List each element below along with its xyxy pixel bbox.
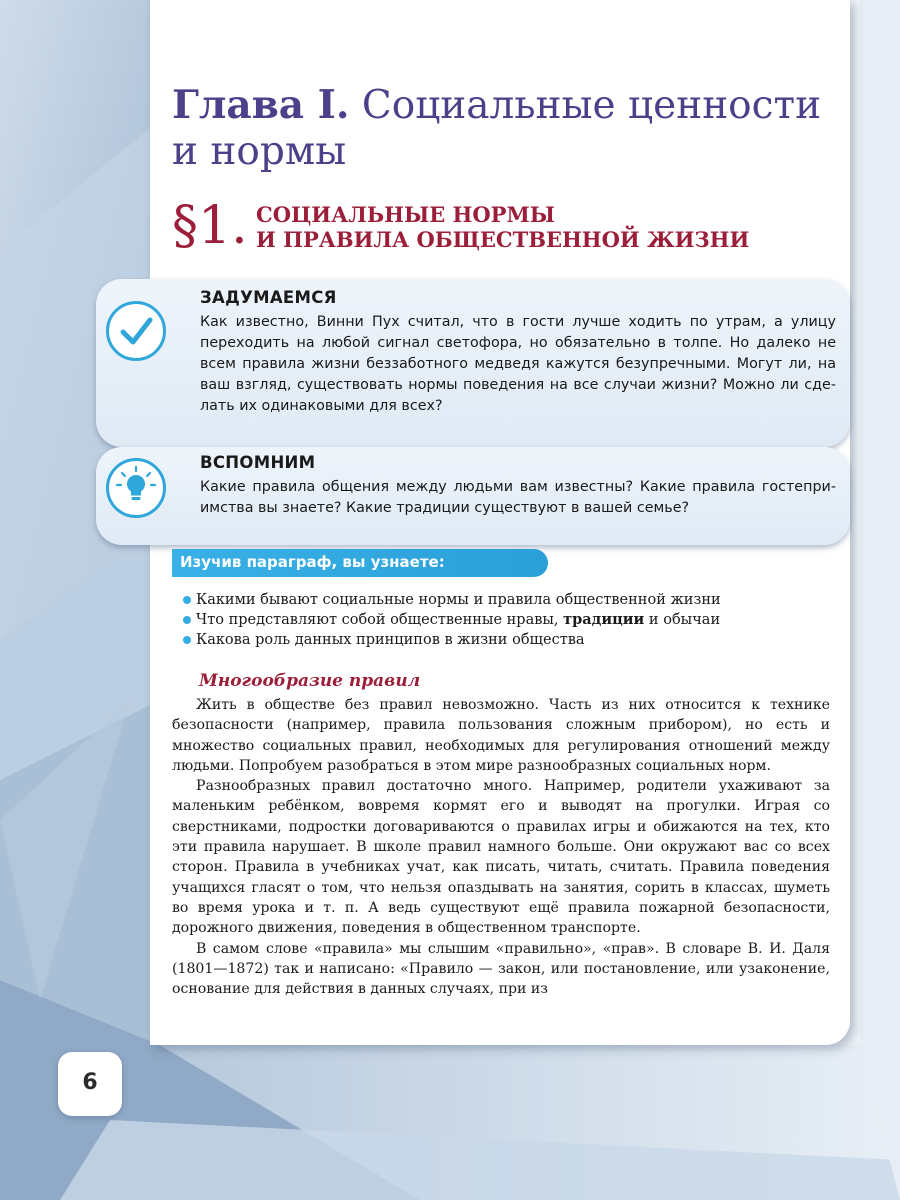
learn-item-text: Что представляют собой общественные нравы, bbox=[196, 612, 564, 628]
paragraph-title bbox=[256, 202, 816, 252]
learn-banner-label: Изучив параграф, вы узнаете: bbox=[180, 553, 445, 571]
learn-item-text: Какова роль данных принципов в жизни общества bbox=[196, 632, 585, 648]
recall-box bbox=[96, 447, 850, 545]
page-number-box bbox=[58, 1052, 122, 1116]
learn-item-text-end: и обычаи bbox=[644, 612, 721, 628]
learn-banner bbox=[172, 549, 548, 577]
paragraph-title-line-2: И ПРАВИЛА ОБЩЕСТВЕННОЙ ЖИЗНИ bbox=[256, 227, 750, 252]
think-box-heading: ЗАДУМАЕМСЯ bbox=[200, 288, 337, 307]
learn-list-item bbox=[196, 590, 836, 610]
bullet-icon bbox=[183, 616, 191, 624]
think-box-text: Как известно, Винни Пух считал, что в гости лучше ходить по утрам, а улицу переходить на любой сигнал светофора, но обязательно в толпе. Но далеко не всем правила жизни беззаботного медведя кажутся безупречными. Могут ли, на ваш взгляд, существовать нормы поведения на все случаи жизни? Можно ли сделать их одинаковыми для всех? bbox=[200, 314, 836, 414]
learn-item-bold-term: традиции bbox=[563, 611, 645, 628]
bullet-icon bbox=[183, 596, 191, 604]
paragraph-number: §1. bbox=[172, 196, 248, 256]
body-paragraph: Разнообразных правил достаточно много. Например, родители ухаживают за маленьким ребёнком, вовремя кормят его и выводят на прогулки. Играя со сверстниками, подростки договариваются о правилах игры и обижаются на тех, кто эти правила нарушает. В школе правил намного больше. Они окружают вас со всех сторон. Правила в учебниках учат, как писать, читать, считать. Правила поведения учащихся гласят о том, что нельзя опаздывать на занятия, сорить в классах, шуметь во время урока и т. п. А ведь существуют ещё правила пожарной безопасности, дорожного движения, поведения в общественном транспорте. bbox=[172, 778, 830, 937]
bullet-icon bbox=[183, 636, 191, 644]
body-paragraph: В самом слове «правила» мы слышим «правильно», «прав». В словаре В. И. Даля (1801—1872) так и написано: «Правило — закон, или постановление, или узаконение, основание для действия в данных случаях, при из bbox=[172, 940, 830, 998]
learn-list-item bbox=[196, 630, 836, 650]
chapter-label: Глава I. bbox=[172, 82, 350, 128]
learn-list bbox=[196, 590, 836, 650]
learn-list-item bbox=[196, 610, 836, 630]
section-title: Многообразие правил bbox=[199, 671, 421, 691]
lightbulb-icon bbox=[106, 458, 166, 518]
chapter-name: Социальные ценности и нормы bbox=[172, 83, 822, 174]
learn-item-text: Какими бывают социальные нормы и правила общественной жизни bbox=[196, 592, 721, 608]
recall-box-text: Какие правила общения между людьми вам известны? Какие правила гостеприимства вы знаете? Какие традиции существуют в вашей семье? bbox=[200, 479, 836, 516]
recall-box-heading: ВСПОМНИМ bbox=[200, 453, 316, 472]
page-number: 6 bbox=[82, 1070, 98, 1095]
body-paragraph: Жить в обществе без правил невозможно. Часть из них относится к технике безопасности (например, правила пользования сложным прибором), но есть и множество социальных правил, необходимых для регулирования отношений между людьми. Попробуем разобраться в этом мире разнообразных социальных норм. bbox=[172, 697, 830, 774]
chapter-title bbox=[172, 82, 822, 175]
body-text bbox=[172, 695, 830, 999]
think-box bbox=[96, 279, 850, 447]
checkmark-icon bbox=[106, 301, 166, 361]
paragraph-title-line-1: СОЦИАЛЬНЫЕ НОРМЫ bbox=[256, 202, 555, 227]
